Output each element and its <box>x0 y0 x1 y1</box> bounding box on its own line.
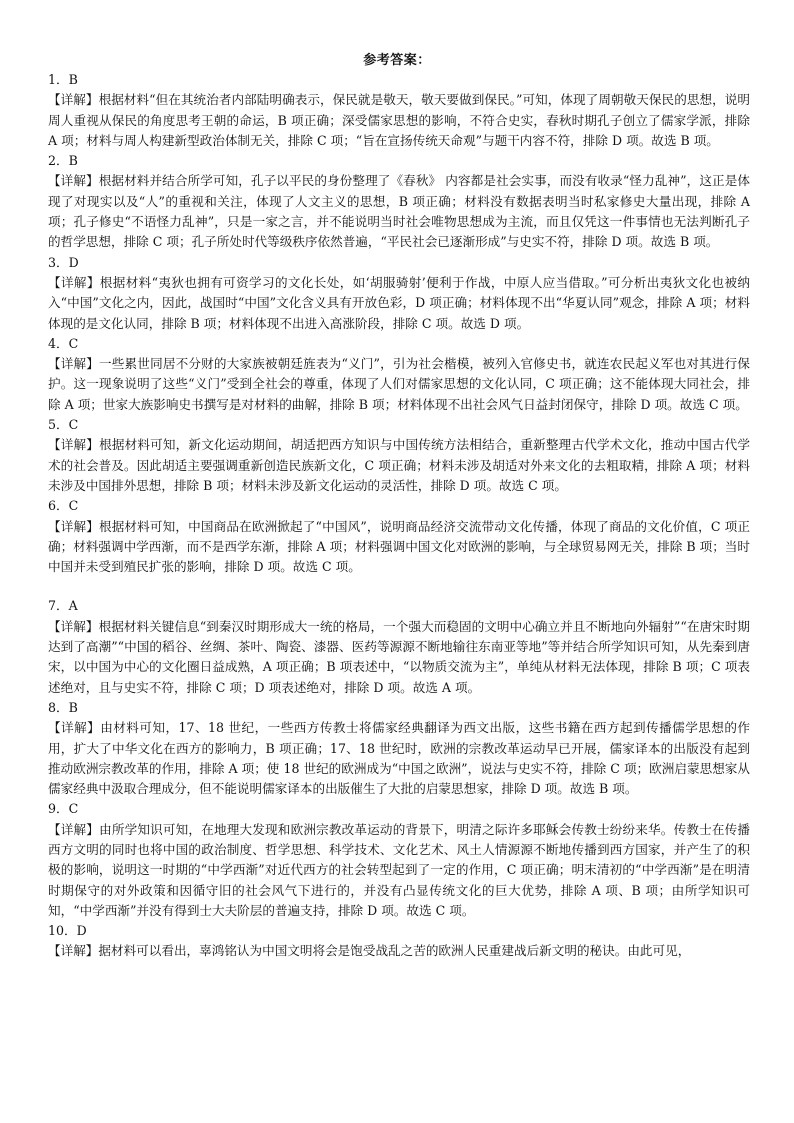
answer-detail-10: 【详解】据材料可以看出，辜鸿铭认为中国文明将会是饱受战乱之苦的欧洲人民重建战后新文明的秘诀。由此可见， <box>48 943 691 959</box>
answer-number-10: 10．D <box>48 923 87 939</box>
answer-number-6: 6．C <box>48 498 79 514</box>
answer-detail-2: 【详解】根据材料并结合所学可知，孔子以平民的身份整理了《春秋》 内容都是社会实事，而没有收录“怪力乱神”，这正是体现了对现实以及“人”的重视和关注，体现了人文主义的思想，B 项正确；材料没有数据表明当时私家修史大量出现，排除 A 项；孔子修史“不语怪力乱神”，只是一家之言，并不能说明当时社会唯物思想成为主流，而且仅凭这一件事情也无法判断孔子的哲学思想，排除 C 项；孔子所处时代等级秩序依然普遍，“平民社会已逐渐形成”与史实不符，排除 D 项。故选 B 项。 <box>48 173 750 250</box>
answer-number-9: 9．C <box>48 801 79 817</box>
answer-number-5: 5．C <box>48 417 79 433</box>
answer-detail-3: 【详解】根据材料“夷狄也拥有可资学习的文化长处，如‘胡服骑射’便利于作战，中原人应当借取。”可分析出夷狄文化也被纳入“中国”文化之内，因此，战国时“中国”文化含义具有开放色彩，D 项正确；材料体现不出“华夏认同”观念，排除 A 项；材料体现的是文化认同，排除 B 项；材料体现不出进入高涨阶段，排除 C 项。故选 D 项。 <box>48 274 750 331</box>
answer-number-3: 3．D <box>48 254 79 270</box>
answer-list <box>48 70 750 962</box>
answer-number-2: 2．B <box>48 153 78 169</box>
answer-detail-4: 【详解】一些累世同居不分财的大家族被朝廷旌表为“义门”，引为社会楷模，被列入官修史书，就连农民起义军也对其进行保护。这一现象说明了这些“义门”受到全社会的尊重，体现了人们对儒家思想的文化认同，C 项正确；这不能体现大同社会，排除 A 项；世家大族影响史书撰写是对材料的曲解，排除 B 项；材料体现不出社会风气日益封闭保守，排除 D 项。故选 C 项。 <box>48 356 750 412</box>
answer-detail-6: 【详解】根据材料可知，中国商品在欧洲掀起了“中国风”，说明商品经济交流带动文化传播，体现了商品的文化价值，C 项正确；材料强调中学西渐，而不是西学东渐，排除 A 项；材料强调中国文化对欧洲的影响，与全球贸易网无关，排除 B 项；当时中国并未受到殖民扩张的影响，排除 D 项。故选 C 项。 <box>48 518 750 575</box>
answer-number-4: 4．C <box>48 335 79 351</box>
answer-detail-1: 【详解】根据材料“但在其统治者内部陆明确表示，保民就是敬天，敬天要做到保民。”可知，体现了周朝敬天保民的思想，说明周人重视从保民的角度思考王朝的命运，B 项正确；深受儒家思想的影响，不符合史实，春秋时期孔子创立了儒家学派，排除 A 项；材料与周人构建新型政治体制无关，排除 C 项；“旨在宣扬传统天命观”与题干内容不符，排除 D 项。故选 B 项。 <box>48 92 750 148</box>
page-title: 参考答案： <box>363 53 431 68</box>
answer-number-8: 8．B <box>48 699 78 715</box>
answer-detail-7: 【详解】根据材料关键信息“到秦汉时期形成大一统的格局，一个强大而稳固的文明中心确立并且不断地向外辐射”“在唐宋时期达到了高潮”“中国的稻谷、丝绸、茶叶、陶瓷、漆器、医药等源源不断地输往东南亚等地”等并结合所学知识可知，从先秦到唐宋，以中国为中心的文化圈日益成熟，A 项正确；B 项表述中，“以物质交流为主”，单纯从材料无法体现，排除 B 项；C 项表述绝对，且与史实不符，排除 C 项；D 项表述绝对，排除 D 项。故选 A 项。 <box>48 618 750 695</box>
answer-detail-5: 【详解】根据材料可知，新文化运动期间，胡适把西方知识与中国传统方法相结合，重新整理古代学术文化，推动中国古代学术的社会普及。因此胡适主要强调重新创造民族新文化，C 项正确；材料未涉及胡适对外来文化的去粗取精，排除 A 项；材料未涉及中国排外思想，排除 B 项；材料未涉及新文化运动的灵活性，排除 D 项。故选 C 项。 <box>48 437 750 493</box>
answer-number-7: 7．A <box>48 598 78 614</box>
answer-detail-8: 【详解】由材料可知，17、18 世纪，一些西方传教士将儒家经典翻译为西文出版，这些书籍在西方起到传播儒学思想的作用，扩大了中华文化在西方的影响力，B 项正确；17、18 世纪时，欧洲的宗教改革运动早已开展，儒家译本的出版没有起到推动欧洲宗教改革的作用，排除 A 项；使 18 世纪的欧洲成为“中国之欧洲”，说法与史实不符，排除 C 项；欧洲启蒙思想家从儒家经典中汲取合理成分，但不能说明儒家译本的出版催生了大批的启蒙思想家，排除 D 项。故选 B 项。 <box>48 720 750 797</box>
answer-number-1: 1．B <box>48 72 78 87</box>
section-gap <box>48 577 750 596</box>
answer-detail-9: 【详解】由所学知识可知，在地理大发现和欧洲宗教改革运动的背景下，明清之际许多耶稣会传教士纷纷来华。传教士在传播西方文明的同时也将中国的政治制度、哲学思想、科学技术、文化艺术、风土人情源源不断地传播到西方国家，并产生了的积极的影响，说明这一时期的“中学西渐”对近代西方的社会转型起到了一定的作用，C 项正确；明末清初的“中学西渐”是在明清时期保守的对外政策和因循守旧的社会风气下进行的，并没有凸显传统文化的巨大优势，排除 A 项、B 项；由所学知识可知，“中学西渐”并没有得到士大夫阶层的普遍支持，排除 D 项。故选 C 项。 <box>48 821 750 918</box>
